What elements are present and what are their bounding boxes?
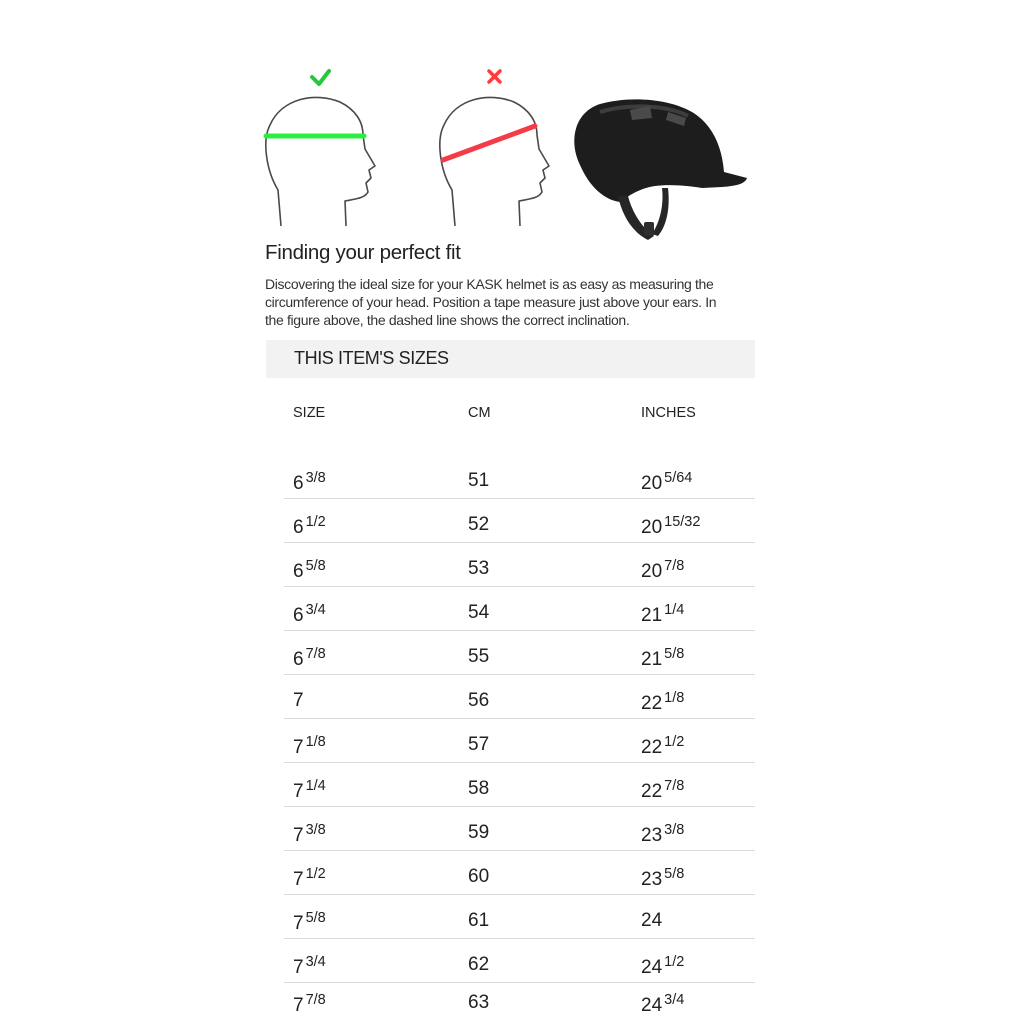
cm-cell: 51 (468, 470, 490, 491)
inches-cell: 22 1/2 (641, 734, 685, 758)
cm-cell: 62 (468, 954, 490, 975)
table-row (284, 894, 755, 939)
inches-cell: 20 7/8 (641, 558, 685, 582)
description-line: the figure above, the dashed line shows the correct inclination. (265, 312, 630, 328)
table-row (284, 674, 755, 719)
cm-cell: 60 (468, 866, 490, 887)
cm-cell: 52 (468, 514, 490, 535)
size-cell: 6 3/8 (293, 470, 326, 494)
size-cell: 7 5/8 (293, 910, 326, 934)
cm-cell: 54 (468, 602, 490, 623)
cm-cell: 59 (468, 822, 490, 843)
inches-cell: 24 1/2 (641, 954, 685, 978)
table-row (284, 850, 755, 895)
cm-cell: 57 (468, 734, 490, 755)
inches-cell: 24 3/4 (641, 992, 685, 1016)
head-correct-icon (266, 97, 375, 226)
helmet-image (574, 99, 747, 240)
size-cell: 7 1/2 (293, 866, 326, 890)
measurement-figures (0, 0, 1020, 240)
cm-cell: 56 (468, 690, 490, 711)
inches-cell: 22 7/8 (641, 778, 685, 802)
table-row (284, 586, 755, 631)
sizes-section-title: THIS ITEM'S SIZES (294, 348, 449, 368)
column-header-inches: INCHES (641, 405, 696, 421)
wrong-cross-icon (489, 71, 500, 82)
size-cell: 7 3/8 (293, 822, 326, 846)
head-incorrect-icon (440, 97, 549, 226)
inches-cell: 23 5/8 (641, 866, 685, 890)
description-line: Discovering the ideal size for your KASK helmet is as easy as measuring the (265, 276, 714, 292)
column-header-cm: CM (468, 405, 491, 421)
inches-cell: 22 1/8 (641, 690, 685, 714)
inches-cell: 24 (641, 910, 663, 931)
size-cell: 6 7/8 (293, 646, 326, 670)
cm-cell: 53 (468, 558, 490, 579)
table-row (284, 762, 755, 807)
table-row (284, 976, 755, 1020)
size-cell: 6 5/8 (293, 558, 326, 582)
size-cell: 6 1/2 (293, 514, 326, 538)
correct-check-icon (312, 71, 329, 84)
cm-cell: 63 (468, 992, 490, 1013)
size-cell: 7 1/8 (293, 734, 326, 758)
cm-cell: 58 (468, 778, 490, 799)
size-cell: 7 (293, 690, 304, 711)
fit-guide-description (265, 275, 757, 329)
inches-cell: 20 15/32 (641, 514, 701, 538)
fit-guide-title: Finding your perfect fit (265, 241, 461, 264)
cm-cell: 61 (468, 910, 490, 931)
table-row (284, 542, 755, 587)
inches-cell: 20 5/64 (641, 470, 693, 494)
column-header-size: SIZE (293, 405, 326, 421)
size-cell: 7 7/8 (293, 992, 326, 1016)
sizes-section-header (266, 340, 755, 378)
table-row (284, 718, 755, 763)
inches-cell: 21 1/4 (641, 602, 685, 626)
size-cell: 7 1/4 (293, 778, 326, 802)
table-row (284, 498, 755, 543)
size-cell: 7 3/4 (293, 954, 326, 978)
size-cell: 6 3/4 (293, 602, 326, 626)
table-row (284, 630, 755, 675)
cm-cell: 55 (468, 646, 490, 667)
inches-cell: 23 3/8 (641, 822, 685, 846)
table-row (284, 806, 755, 851)
table-row (284, 454, 755, 499)
inches-cell: 21 5/8 (641, 646, 685, 670)
description-line: circumference of your head. Position a tape measure just above your ears. In (265, 294, 717, 310)
